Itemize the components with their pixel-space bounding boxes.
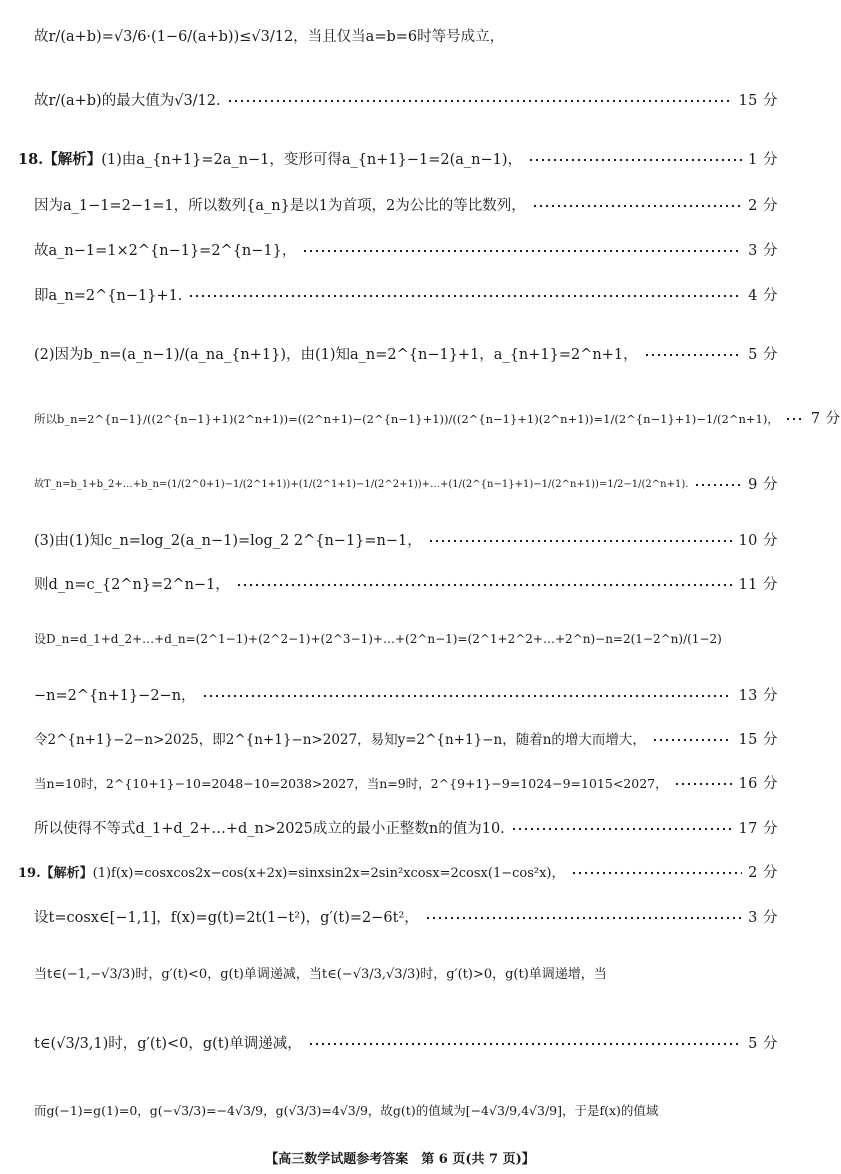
line-7-text: (2)因为b_n=(a_n−1)/(a_na_{n+1})，由(1)知a_n=2^{n−1}+1，a_{n+1}=2^n+1， [34, 347, 638, 363]
line-2-text: 故r/(a+b)的最大值为√3/12. [34, 93, 221, 109]
line-6-score: 4 分 [748, 288, 778, 304]
line-21-text: 而g(−1)=g(1)=0，g(−√3/3)=−4√3/9，g(√3/3)=4√3/9，故g(t)的值域为[−4√3/9,4√3/9]，于是f(x)的值域 [34, 1103, 659, 1118]
line-17 [18, 866, 778, 881]
line-16 [34, 822, 778, 837]
leader-dots [571, 871, 743, 875]
line-10-text: (3)由(1)知c_n=log_2(a_n−1)=log_2 2^{n−1}=n−1， [34, 533, 422, 549]
line-3-text: (1)由a_{n+1}=2a_n−1，变形可得a_{n+1}−1=2(a_n−1)， [101, 152, 523, 168]
line-6 [34, 289, 778, 304]
leader-dots [528, 158, 742, 162]
leader-dots [511, 827, 733, 831]
leader-dots [785, 417, 805, 421]
leader-dots [674, 782, 733, 786]
line-9-score: 9 分 [748, 477, 778, 493]
page-footer: 【高三数学试题参考答案 第 6 页(共 7 页)】 [265, 1152, 535, 1167]
line-13 [34, 689, 778, 704]
line-19-text: 当t∈(−1,−√3/3)时，g′(t)<0，g(t)单调递减，当t∈(−√3/3,√3/3)时，g′(t)>0，g(t)单调递增，当 [34, 967, 607, 982]
line-20 [34, 1037, 778, 1052]
line-1 [34, 30, 778, 45]
leader-dots [227, 99, 733, 103]
line-8 [34, 411, 841, 427]
leader-dots [694, 483, 742, 487]
line-4-text: 因为a_1−1=2−1=1，所以数列{a_n}是以1为首项，2为公比的等比数列， [34, 198, 526, 214]
line-12-text: 设D_n=d_1+d_2+…+d_n=(2^1−1)+(2^2−1)+(2^3−1)+…+(2^n−1)=(2^1+2^2+…+2^n)−n=2(1−2^n)/(1−2) [34, 632, 722, 646]
line-17-content [18, 867, 565, 880]
line-13-text: −n=2^{n+1}−2−n， [34, 688, 196, 704]
line-20-score: 5 分 [748, 1036, 778, 1052]
leader-dots [202, 694, 733, 698]
line-4-score: 2 分 [748, 198, 778, 214]
leader-dots [188, 294, 742, 298]
line-17-score: 2 分 [748, 865, 778, 881]
line-3 [18, 153, 778, 168]
line-8-text: 所以b_n=2^{n−1}/((2^{n−1}+1)(2^n+1))=((2^n+1)−(2^{n−1}+1))/((2^{n−1}+1)(2^n+1))=1/(2^{n−1}+1)−1/(2^n+1)， [34, 411, 779, 426]
leader-dots [425, 916, 742, 920]
line-16-text: 所以使得不等式d_1+d_2+…+d_n>2025成立的最小正整数n的值为10. [34, 821, 505, 837]
line-14-score: 15 分 [738, 732, 778, 748]
line-15 [34, 777, 778, 792]
line-11-text: 则d_n=c_{2^n}=2^n−1， [34, 577, 230, 593]
line-5-text: 故a_n−1=1×2^{n−1}=2^{n−1}， [34, 243, 297, 259]
leader-dots [308, 1042, 742, 1046]
line-18-text: 设t=cosx∈[−1,1]，f(x)=g(t)=2t(1−t²)，g′(t)=2−6t²， [34, 910, 419, 926]
problem-19-label: 19.【解析】 [18, 865, 93, 881]
line-10 [34, 534, 778, 549]
line-11-score: 11 分 [738, 577, 778, 593]
line-8-score: 7 分 [810, 411, 841, 427]
leader-dots [302, 249, 742, 253]
leader-dots [428, 539, 733, 543]
line-5-score: 3 分 [748, 243, 778, 259]
line-10-score: 10 分 [738, 533, 778, 549]
line-7-score: 5 分 [748, 347, 778, 363]
leader-dots [644, 353, 743, 357]
line-6-text: 即a_n=2^{n−1}+1. [34, 288, 183, 304]
line-7 [34, 348, 778, 363]
line-19 [34, 968, 778, 981]
line-1-text: 故r/(a+b)=√3/6·(1−6/(a+b))≤√3/12，当且仅当a=b=6时等号成立， [34, 29, 505, 45]
leader-dots [236, 583, 733, 587]
line-13-score: 13 分 [738, 688, 778, 704]
leader-dots [532, 204, 742, 208]
line-3-score: 1 分 [748, 152, 778, 168]
line-3-content [18, 153, 522, 168]
line-12 [34, 633, 778, 645]
line-5 [34, 244, 778, 259]
line-21 [34, 1105, 778, 1118]
leader-dots [652, 738, 733, 742]
line-16-score: 17 分 [738, 821, 778, 837]
line-9-text: 故T_n=b_1+b_2+…+b_n=(1/(2^0+1)−1/(2^1+1))+(1/(2^1+1)−1/(2^2+1))+…+(1/(2^{n−1}+1)−1/(2^n+1))=1/2−1/(2^n+1). [34, 479, 689, 491]
line-9 [34, 478, 778, 493]
line-14 [34, 733, 778, 748]
line-2-score: 15 分 [738, 93, 778, 109]
problem-18-label: 18.【解析】 [18, 151, 102, 168]
line-2 [34, 94, 778, 109]
line-15-text: 当n=10时，2^{10+1}−10=2048−10=2038>2027，当n=9时，2^{9+1}−9=1024−9=1015<2027， [34, 776, 668, 791]
line-20-text: t∈(√3/3,1)时，g′(t)<0，g(t)单调递减， [34, 1036, 302, 1052]
line-14-text: 令2^{n+1}−2−n>2025，即2^{n+1}−n>2027，易知y=2^{n+1}−n，随着n的增大而增大， [34, 731, 646, 748]
line-4 [34, 199, 778, 214]
line-18-score: 3 分 [748, 910, 778, 926]
line-11 [34, 578, 778, 593]
line-15-score: 16 分 [738, 776, 778, 792]
line-17-text: (1)f(x)=cosxcos2x−cos(x+2x)=sinxsin2x=2sin²xcosx=2cosx(1−cos²x)， [92, 865, 565, 881]
line-18 [34, 911, 778, 926]
